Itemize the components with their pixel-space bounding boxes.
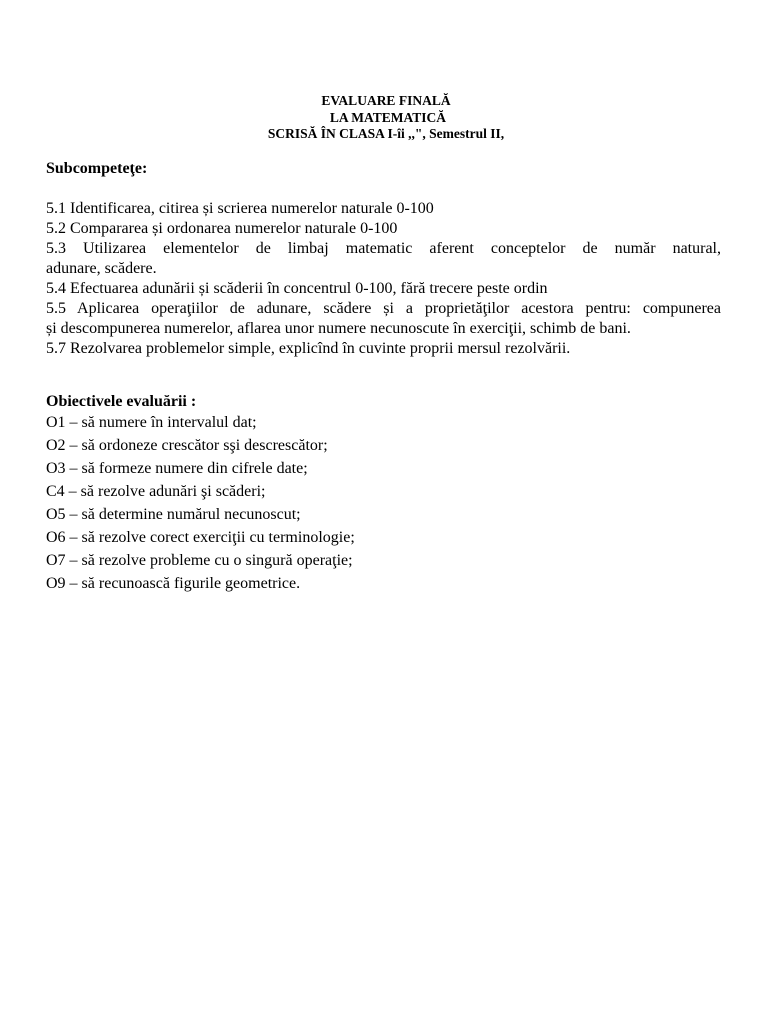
subcompetenta-item-line: 5.5 Aplicarea operaţiilor de adunare, scădere și a proprietăţilor acestora pentru: compunerea [46, 300, 721, 317]
subcompetenta-item: 5.1 Identificarea, citirea și scrierea numerelor naturale 0-100 [46, 200, 434, 217]
header-subject: LA MATEMATICĂ [329, 109, 447, 125]
subcompetente-list [46, 199, 721, 359]
subcompetenta-item: 5.2 Compararea și ordonarea numerelor naturale 0-100 [46, 220, 398, 237]
subcompetenta-item: 5.7 Rezolvarea problemelor simple, explicînd în cuvinte proprii mersul rezolvării. [46, 340, 571, 357]
obiectiv-item: C4 – să rezolve adunări şi scăderi; [46, 483, 266, 500]
subcompetenta-item-line: 5.3 Utilizarea elementelor de limbaj matematic aferent conceptelor de număr natural, [46, 240, 721, 257]
obiectiv-item: O1 – să numere în intervalul dat; [46, 414, 257, 431]
obiectiv-item: O7 – să rezolve probleme cu o singură operaţie; [46, 552, 353, 569]
subcompetenta-item [46, 299, 721, 339]
obiectiv-item: O2 – să ordoneze crescător sşi descrescător; [46, 437, 328, 454]
subcompetenta-item: 5.4 Efectuarea adunării și scăderii în concentrul 0-100, fără trecere peste ordin [46, 280, 548, 297]
obiectiv-item: O3 – să formeze numere din cifrele date; [46, 460, 308, 477]
obiectiv-item: O9 – să recunoască figurile geometrice. [46, 575, 301, 592]
obiectiv-item: O5 – să determine numărul necunoscut; [46, 506, 301, 523]
obiective-list [46, 411, 721, 595]
document-header [0, 93, 768, 143]
obiectiv-item: O6 – să rezolve corect exerciţii cu terminologie; [46, 529, 355, 546]
subcompetenta-item-line: adunare, scădere. [46, 260, 157, 277]
obiective-heading: Obiectivele evaluării : [46, 393, 197, 410]
subcompetente-heading: Subcompeteţe: [46, 160, 148, 177]
subcompetenta-item-line: și descompunerea numerelor, aflarea unor numere necunoscute în exerciţii, schimb de bani. [46, 320, 631, 337]
header-class-semester: SCRISĂ ÎN CLASA I-îi ,,", Semestrul II, [267, 126, 505, 141]
header-title: EVALUARE FINALĂ [321, 93, 451, 108]
subcompetenta-item [46, 239, 721, 279]
